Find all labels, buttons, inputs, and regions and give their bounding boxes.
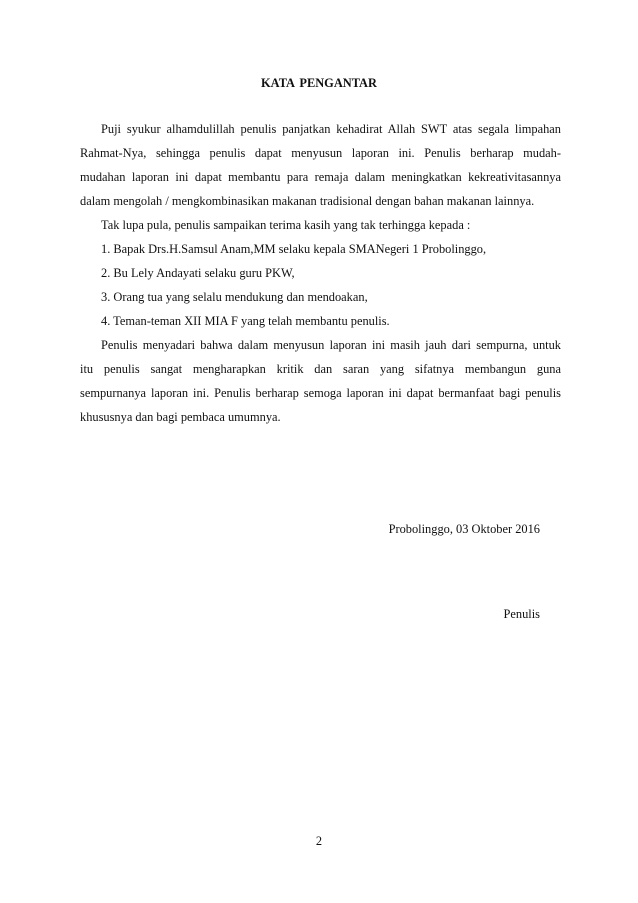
list-item: 2. Bu Lely Andayati selaku guru PKW,: [101, 266, 295, 280]
page-title: KATA PENGANTAR: [261, 76, 377, 90]
paragraph-line: mudahan laporan ini dapat membantu para remaja dalam meningkatkan kekreativitasannya: [80, 170, 561, 184]
paragraph-line: dalam mengolah / mengkombinasikan makanan tradisional dengan bahan makanan lainnya.: [80, 194, 535, 208]
list-item: 3. Orang tua yang selalu mendukung dan mendoakan,: [101, 290, 368, 304]
page-number: 2: [315, 834, 323, 848]
body-text: [80, 117, 561, 429]
paragraph-line: Rahmat-Nya, sehingga penulis dapat menyusun laporan ini. Penulis berharap mudah-: [80, 146, 561, 160]
paragraph-line: Penulis menyadari bahwa dalam menyusun laporan ini masih jauh dari sempurna, untuk: [101, 338, 561, 352]
place-date: Probolinggo, 03 Oktober 2016: [388, 522, 540, 536]
list-item: 4. Teman-teman XII MIA F yang telah membantu penulis.: [101, 314, 390, 328]
paragraph-line: sempurnanya laporan ini. Penulis berharap semoga laporan ini dapat bermanfaat bagi penulis: [80, 386, 561, 400]
paragraph-line: khususnya dan bagi pembaca umumnya.: [80, 410, 281, 424]
paragraph-line: itu penulis sangat mengharapkan kritik dan saran yang sifatnya membangun guna: [80, 362, 561, 376]
list-item: 1. Bapak Drs.H.Samsul Anam,MM selaku kepala SMANegeri 1 Probolinggo,: [101, 242, 487, 256]
author-signature: Penulis: [503, 607, 540, 621]
paragraph-line: Tak lupa pula, penulis sampaikan terima kasih yang tak terhingga kepada :: [101, 218, 471, 232]
paragraph-line: Puji syukur alhamdulillah penulis panjatkan kehadirat Allah SWT atas segala limpahan: [101, 122, 561, 136]
